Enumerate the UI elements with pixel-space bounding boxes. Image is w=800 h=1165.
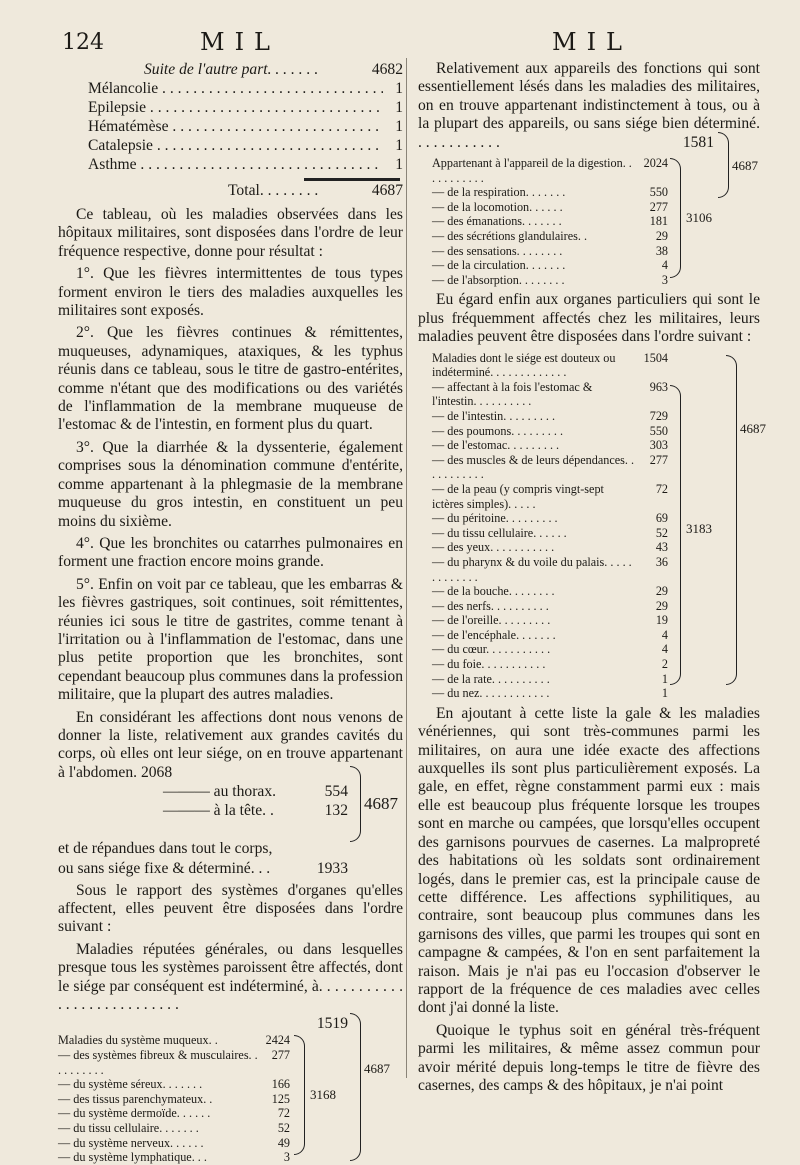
table-row: — du système nerveux. . . . . . 49	[58, 1135, 290, 1150]
table-row: — des tissus parenchymateux. . 125	[58, 1091, 290, 1106]
organs-subtotal: 3183	[686, 520, 712, 536]
continuation-label: Suite de l'autre part. . . . . . .	[144, 61, 319, 78]
paragraph: 2°. Que les fièvres continues & rémittentes, muqueuses, adynamiques, ataxiques, & les typhus réunis dans ce tableau, sous le titre de gastro-entérites, comme n'étant que des modifications ou des variétés de l'inflammation de la membrane muqueuse de l'estomac & de l'intestin, en forment plus du quart.	[58, 324, 403, 434]
list-item: Epilepsie . . . 1	[88, 98, 403, 117]
apparatus-total: 4687	[732, 158, 758, 174]
paragraph: 5°. Enfin on voit par ce tableau, que les embarras & les fièvres gastriques, soit continues, soit rémittentes, réunies ici sous le titre de gastrites, comme tenant à l'irritation ou à l'inflammation de l'estomac, dans une plus petite proportion que les bronchites, sont cependant beaucoup plus communes dans la profession militaire, que la plupart des autres maladies.	[58, 575, 403, 704]
table-row: — de l'oreille. . . . . . . . . 19	[432, 613, 668, 628]
table-row: — de l'encéphale. . . . . . . 4	[432, 627, 668, 642]
table-row: — de la bouche. . . . . . . . 29	[432, 584, 668, 599]
systems-table	[58, 1033, 390, 1165]
left-column	[58, 60, 403, 1165]
seat-head-row: ——— à la tête. . 132	[163, 802, 348, 820]
seat-group	[58, 782, 403, 840]
systems-total: 4687	[364, 1061, 390, 1077]
paragraph: En ajoutant à cette liste la gale & les maladies vénériennes, qui sont très-communes parmi les militaires, on aura une idée exacte des affections auxquelles ils sont plus particulièrement exposés. La gale, en effet, règne constamment parmi eux : mais elle est beaucoup plus fréquente lorsque les troupes sont en marche ou campées, que lorsqu'elles occupent des garnisons pourvues de casernes. La malpropreté des habitations où les soldats sont ordinairement logés, dans le premier cas, est la principale cause de cette différence. Les affections syphilitiques, au contraire, sont beaucoup plus communes dans les garnisons des villes, que parmi les troupes qui sont en campagne & campées, & l'on en sent parfaitement la raison. Mais je n'ai pas eu l'occasion d'observer le rapport de la fréquence de ces maladies avec celles dont j'ai donné la liste.	[418, 704, 760, 1017]
table-row: — du nez. . . . . . . . . . . . 1	[432, 686, 668, 701]
table-row: — de la respiration. . . . . . . 550	[432, 185, 668, 200]
table-row: — des systèmes fibreux & musculaires. . . . . . . . . . 277	[58, 1048, 290, 1077]
table-row: — du tissu cellulaire. . . . . . . 52	[58, 1121, 290, 1135]
apparatus-brace	[670, 158, 681, 278]
table-row: — des muscles & de leurs dépendances. . . . . . . . . . . 277	[432, 452, 668, 482]
total-row	[58, 181, 403, 200]
general-value: 1519	[316, 1015, 348, 1033]
indeterminate-value: 1581	[682, 134, 714, 152]
total-value: 4687	[371, 182, 403, 199]
seat-total: 4687	[364, 794, 398, 814]
paragraph: Eu égard enfin aux organes particuliers qui sont le plus fréquemment affectés chez les militaires, leurs maladies peuvent être disposées dans l'ordre suivant :	[418, 291, 760, 346]
table-row: — affectant à la fois l'estomac & l'intestin. . . . . . . . . . 963	[432, 379, 668, 409]
column-divider	[406, 58, 407, 1078]
table-row: — du péritoine. . . . . . . . . 69	[432, 511, 668, 526]
list-item: Catalepsie . . . 1	[88, 136, 403, 155]
seat-fixed-row: ou sans siége fixe & déterminé. . . 1933	[58, 859, 348, 877]
table-row: — de l'estomac. . . . . . . . . 303	[432, 438, 668, 453]
table-row: — du tissu cellulaire. . . . . . 52	[432, 525, 668, 540]
organs-total: 4687	[740, 420, 766, 436]
table-row: — des nerfs. . . . . . . . . . 29	[432, 598, 668, 613]
paragraph: Relativement aux appareils des fonctions qui sont essentiellement lésés dans les maladies des militaires, on en trouve appartenant indistinctement à tous, ou à la plupart des appareils, ou sans siége bien déterminé. . . . . . . . . . . .	[418, 60, 760, 151]
apparatus-subtotal: 3106	[686, 210, 712, 226]
table-row: — des sensations. . . . . . . . 38	[432, 243, 668, 258]
table-row: — du pharynx & du voile du palais. . . . . . . . . . . . . 36	[432, 554, 668, 584]
list-item: Hématémèse . . . 1	[88, 117, 403, 136]
apparatus-outer-brace	[718, 132, 729, 198]
apparatus-table	[418, 156, 758, 287]
table-row: — du système dermoïde. . . . . . 72	[58, 1106, 290, 1121]
general-value-row	[58, 1014, 348, 1033]
organs-table	[418, 350, 766, 701]
total-label: Total. . . . . . . .	[228, 182, 319, 199]
disease-list	[58, 79, 403, 174]
list-item: Asthme . . . 1	[88, 155, 403, 174]
paragraph: 4°. Que les bronchites ou catarrhes pulmonaires en forment une fraction encore moins grande.	[58, 534, 403, 571]
table-row: — de la peau (y compris vingt-sept ictères simples). . . . . 72	[432, 481, 668, 511]
paragraph: Quoique le typhus soit en général très-fréquent parmi les militaires, & même assez commun pour avoir mérité depuis long-temps le titre de fièvre des casernes, des camps & des hôpitaux, je n'ai point	[418, 1021, 760, 1094]
table-row: — des poumons. . . . . . . . . 550	[432, 423, 668, 438]
table-row: — de l'absorption. . . . . . . . 3	[432, 272, 668, 287]
paragraph: 1°. Que les fièvres intermittentes de tous types forment environ le tiers des maladies auxquelles les militaires sont exposés.	[58, 265, 403, 320]
page-header	[0, 28, 800, 58]
table-row: — des yeux. . . . . . . . . . . 43	[432, 540, 668, 555]
paragraph: Ce tableau, où les maladies observées dans les hôpitaux militaires, sont disposées dans l'ordre de leur fréquence respective, donne pour résultat :	[58, 206, 403, 260]
table-row: Maladies du système muqueux. . 2424	[58, 1033, 290, 1048]
running-head-left: MIL	[200, 28, 280, 56]
table-row: — des sécrétions glandulaires. . 29	[432, 229, 668, 243]
table-row: — du système séreux. . . . . . . 166	[58, 1077, 290, 1092]
table-row: — du système lymphatique. . . 3	[58, 1150, 290, 1165]
table-row: — de la circulation. . . . . . . 4	[432, 258, 668, 273]
table-row: — du cœur. . . . . . . . . . . 4	[432, 642, 668, 657]
seat-abdomen-value: 2068	[140, 763, 173, 781]
right-column	[418, 60, 766, 1099]
paragraph: 3°. Que la diarrhée & la dyssenterie, également comprises sous la dénomination commune d'entérite, comme appartenant à la phlegmasie de la membrane muqueuse du gros intestin, en constituent un peu moins du sixième.	[58, 438, 403, 530]
systems-brace	[294, 1035, 305, 1155]
seat-fixed-line1: et de répandues dans tout le corps,	[58, 840, 273, 858]
page-number: 124	[62, 30, 104, 55]
systems-subtotal: 3168	[310, 1087, 336, 1103]
continuation-value: 4682	[371, 61, 403, 78]
table-row: Appartenant à l'appareil de la digestion. . . . . . . . . . . 2024	[432, 156, 668, 185]
table-row: Maladies dont le siége est douteux ou indéterminé. . . . . . . . . . . . . 1504	[432, 350, 668, 380]
organs-brace	[670, 385, 681, 685]
list-item: Mélancolie . . . 1	[88, 79, 403, 98]
seat-brace	[350, 766, 361, 842]
table-row: — des émanations. . . . . . . 181	[432, 214, 668, 229]
table-row: — de l'intestin. . . . . . . . . 729	[432, 408, 668, 423]
table-row: — de la locomotion. . . . . . 277	[432, 199, 668, 214]
organs-outer-brace	[726, 355, 737, 685]
paragraph: Maladies réputées générales, ou dans lesquelles presque tous les systèmes paroissent être affectés, dont le siége par conséquent est indéterminé, à. . . . . . . . . . . . . . . . . . . . . . . . . . .	[58, 940, 403, 1014]
running-head-right: MIL	[552, 28, 632, 56]
systems-outer-brace	[350, 1013, 361, 1161]
table-row: — du foie. . . . . . . . . . . 2	[432, 657, 668, 672]
continuation-row	[58, 60, 403, 79]
table-row: — de la rate. . . . . . . . . . 1	[432, 671, 668, 686]
paragraph: En considérant les affections dont nous venons de donner la liste, relativement aux grandes cavités du corps, où elles ont leur siége, on en trouve appartenant à l'abdomen. 2068	[58, 708, 403, 781]
paragraph: Sous le rapport des systèmes d'organes qu'elles affectent, elles peuvent être disposées dans l'ordre suivant :	[58, 881, 403, 936]
seat-thorax-row: ——— au thorax. 554	[163, 783, 348, 801]
